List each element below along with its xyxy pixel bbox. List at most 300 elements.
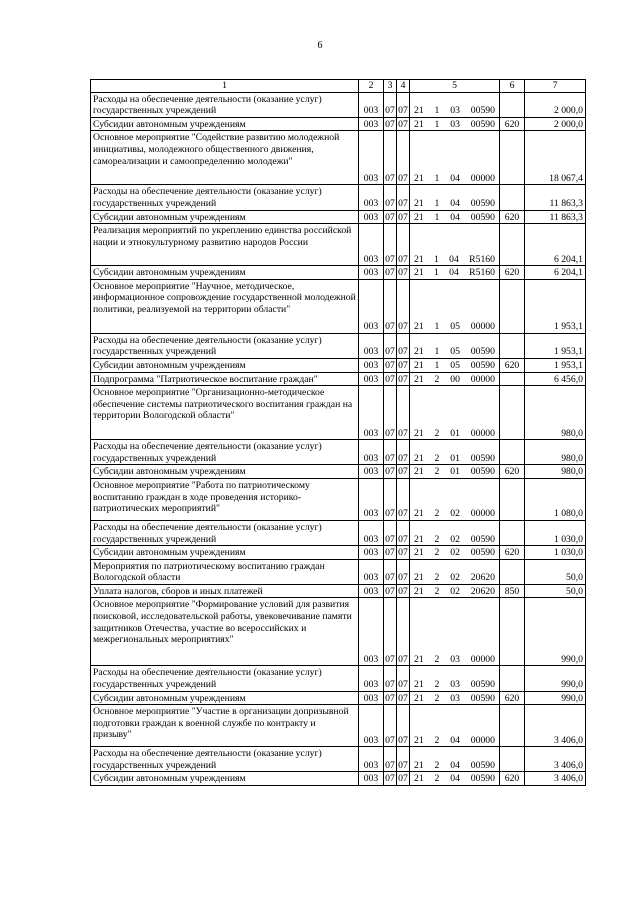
table-row [91,92,586,117]
target-code-part: 00000 [470,373,495,385]
row-subsection-code: 07 [398,373,408,385]
row-expense-type [500,440,525,465]
row-target-code [410,440,500,465]
row-name: Мероприятия по патриотическому воспитанию граждан Вологодской области [91,559,359,584]
row-expense-type: 620 [500,772,525,786]
target-code-part: 02 [450,533,460,545]
row-expense-type: 620 [500,546,525,560]
row-target-code [410,117,500,131]
row-section-code: 07 [384,185,397,210]
row-admin-code: 003 [359,210,384,224]
target-code-part: 04 [450,172,460,184]
row-name: Основное мероприятие "Содействие развитию молодежной инициативы, молодежного общественного движения, самореализации и самоопределению молодежи" [91,131,359,185]
row-target-code [410,772,500,786]
row-expense-type: 620 [500,266,525,280]
row-expense-type [500,705,525,747]
target-code-part: 00590 [470,359,495,371]
row-admin-code: 003 [359,520,384,545]
row-section-code: 07 [385,547,395,559]
row-name: Расходы на обеспечение деятельности (оказание услуг) государственных учреждений [91,520,359,545]
row-target-code [410,92,500,117]
row-expense-type [500,666,525,691]
row-amount: 11 863,3 [525,210,586,224]
row-target-code [410,358,500,372]
row-section-code: 07 [384,598,397,666]
row-name: Субсидии автономным учреждениям [91,772,359,786]
row-expense-type [500,372,525,386]
target-code-part: 21 [414,759,424,771]
row-amount: 1 953,1 [525,358,586,372]
target-code-part: 2 [434,572,440,584]
table-row [91,584,586,598]
row-section-code: 07 [384,705,397,747]
target-code-part: 21 [414,427,424,439]
row-section-code: 07 [385,773,395,785]
table-row [91,465,586,479]
row-amount: 50,0 [525,559,586,584]
row-subsection-code: 07 [397,92,410,117]
row-section-code: 07 [385,267,395,279]
column-header: 3 [384,80,397,93]
target-code-part: 00590 [470,211,495,223]
row-amount: 990,0 [525,691,586,705]
target-code-part: 00590 [470,197,495,209]
row-expense-type [500,747,525,772]
target-code-part: 2 [434,547,440,559]
target-code-part: 02 [450,585,460,597]
row-target-code [410,333,500,358]
row-name: Расходы на обеспечение деятельности (оказание услуг) государственных учреждений [91,747,359,772]
row-expense-type [500,478,525,520]
target-code-part: 21 [414,585,424,597]
row-subsection-code: 07 [397,185,410,210]
target-code-part: 21 [414,572,424,584]
target-code-part: 21 [414,359,424,371]
row-admin-code: 003 [359,584,384,598]
row-target-code [410,210,500,224]
table-row [91,131,586,185]
row-subsection-code: 07 [398,118,408,130]
target-code-part: 00590 [470,773,495,785]
row-target-code [410,584,500,598]
row-section-code: 07 [385,585,395,597]
row-subsection-code: 07 [398,267,408,279]
column-header: 4 [397,80,410,93]
target-code-part: 21 [414,172,424,184]
row-subsection-code: 07 [397,333,410,358]
table-row [91,747,586,772]
row-section-code: 07 [384,478,397,520]
row-subsection-code: 07 [397,386,410,440]
table-row [91,598,586,666]
target-code-part: 21 [414,197,424,209]
target-code-part: 21 [414,211,424,223]
row-target-code [410,520,500,545]
target-code-part: 1 [434,197,440,209]
target-code-part: 20620 [470,572,495,584]
row-name: Уплата налогов, сборов и иных платежей [91,584,359,598]
target-code-part: 00590 [470,679,495,691]
row-admin-code: 003 [359,117,384,131]
row-target-code [410,691,500,705]
target-code-part: 04 [450,211,460,223]
target-code-part: 1 [434,321,440,333]
row-expense-type [500,279,525,333]
target-code-part: 21 [414,734,424,746]
row-name: Субсидии автономным учреждениям [91,266,359,280]
row-name: Расходы на обеспечение деятельности (оказание услуг) государственных учреждений [91,333,359,358]
row-admin-code: 003 [359,333,384,358]
target-code-part: 00000 [470,734,495,746]
row-section-code: 07 [384,92,397,117]
target-code-part: 21 [414,118,424,130]
table-row [91,386,586,440]
table-row [91,705,586,747]
target-code-part: 21 [414,373,424,385]
target-code-part: 04 [450,197,460,209]
target-code-part: 05 [450,359,460,371]
row-admin-code: 003 [359,772,384,786]
row-subsection-code: 07 [398,773,408,785]
table-row [91,266,586,280]
table-row [91,372,586,386]
target-code-part: 2 [434,585,440,597]
page-number: 6 [317,40,323,51]
row-name: Основное мероприятие "Организационно-методическое обеспечение системы патриотического воспитания граждан на территории Вологодской области" [91,386,359,440]
row-admin-code: 003 [359,440,384,465]
target-code-part: 2 [434,653,440,665]
row-admin-code: 003 [359,691,384,705]
target-code-part: 00 [450,373,460,385]
row-section-code: 07 [384,747,397,772]
row-section-code: 07 [385,359,395,371]
row-target-code [410,747,500,772]
row-subsection-code: 07 [398,466,408,478]
row-admin-code: 003 [359,705,384,747]
row-name: Расходы на обеспечение деятельности (оказание услуг) государственных учреждений [91,440,359,465]
row-subsection-code: 07 [397,598,410,666]
target-code-part: 04 [449,267,459,279]
row-amount: 6 456,0 [525,372,586,386]
table-row [91,224,586,266]
row-section-code: 07 [384,440,397,465]
row-expense-type [500,92,525,117]
target-code-part: 2 [434,734,440,746]
target-code-part: 00590 [470,547,495,559]
row-expense-type [500,131,525,185]
row-subsection-code: 07 [397,705,410,747]
row-amount: 3 406,0 [525,705,586,747]
target-code-part: 01 [450,466,460,478]
row-name: Субсидии автономным учреждениям [91,210,359,224]
target-code-part: 21 [414,466,424,478]
row-expense-type [500,185,525,210]
table-row [91,185,586,210]
target-code-part: 04 [450,734,460,746]
target-code-part: 1 [434,211,440,223]
row-name: Субсидии автономным учреждениям [91,117,359,131]
row-expense-type [500,559,525,584]
table-row [91,210,586,224]
row-target-code [410,546,500,560]
target-code-part: 2 [434,692,440,704]
row-admin-code: 003 [359,279,384,333]
target-code-part: 03 [450,105,460,117]
target-code-part: 03 [450,653,460,665]
row-amount: 1 953,1 [525,333,586,358]
table-row [91,440,586,465]
target-code-part: 03 [450,679,460,691]
row-expense-type: 850 [500,584,525,598]
target-code-part: 00000 [470,508,495,520]
target-code-part: 01 [450,427,460,439]
row-expense-type [500,386,525,440]
row-amount: 990,0 [525,598,586,666]
row-subsection-code: 07 [398,547,408,559]
row-subsection-code: 07 [398,692,408,704]
row-name: Субсидии автономным учреждениям [91,465,359,479]
table-row [91,546,586,560]
row-amount: 2 000,0 [525,117,586,131]
row-expense-type: 620 [500,117,525,131]
row-section-code: 07 [385,118,395,130]
target-code-part: 2 [434,427,440,439]
column-header: 7 [525,80,586,93]
row-amount: 1 030,0 [525,520,586,545]
row-admin-code: 003 [359,598,384,666]
row-expense-type: 620 [500,691,525,705]
row-section-code: 07 [385,211,395,223]
table-row [91,358,586,372]
row-amount: 3 406,0 [525,772,586,786]
target-code-part: 1 [434,346,440,358]
row-section-code: 07 [384,333,397,358]
row-name: Основное мероприятие "Работа по патриотическому воспитанию граждан в ходе проведения историко-патриотических мероприятий" [91,478,359,520]
row-amount: 11 863,3 [525,185,586,210]
row-expense-type [500,598,525,666]
target-code-part: 2 [434,452,440,464]
row-expense-type [500,520,525,545]
row-amount: 980,0 [525,465,586,479]
target-code-part: 21 [414,547,424,559]
target-code-part: 02 [450,572,460,584]
row-admin-code: 003 [359,131,384,185]
target-code-part: R5160 [469,267,495,279]
row-name: Основное мероприятие "Формирование условий для развития поисковой, исследовательской работы, увековечивание памяти защитников Отечества, участие во всероссийских и межрегиональных мероприятиях" [91,598,359,666]
row-amount: 990,0 [525,666,586,691]
row-section-code: 07 [384,131,397,185]
target-code-part: 1 [434,118,440,130]
row-target-code [410,224,500,266]
row-amount: 6 204,1 [525,224,586,266]
row-section-code: 07 [385,373,395,385]
row-amount: 1 080,0 [525,478,586,520]
row-name: Субсидии автономным учреждениям [91,691,359,705]
row-name: Субсидии автономным учреждениям [91,546,359,560]
row-subsection-code: 07 [397,747,410,772]
row-section-code: 07 [384,224,397,266]
target-code-part: 21 [414,452,424,464]
row-admin-code: 003 [359,559,384,584]
row-amount: 50,0 [525,584,586,598]
row-expense-type [500,224,525,266]
target-code-part: 2 [434,679,440,691]
target-code-part: 00590 [470,346,495,358]
row-admin-code: 003 [359,358,384,372]
row-subsection-code: 07 [397,131,410,185]
target-code-part: 04 [450,773,460,785]
budget-table [90,79,586,786]
row-subsection-code: 07 [397,520,410,545]
row-subsection-code: 07 [397,666,410,691]
row-target-code [410,372,500,386]
row-admin-code: 003 [359,666,384,691]
column-header: 6 [500,80,525,93]
target-code-part: 21 [414,533,424,545]
row-subsection-code: 07 [397,224,410,266]
target-code-part: 00000 [470,321,495,333]
row-name: Реализация мероприятий по укреплению единства российской нации и этнокультурному развитию народов России [91,224,359,266]
target-code-part: 02 [450,547,460,559]
row-target-code [410,185,500,210]
row-section-code: 07 [384,386,397,440]
row-amount: 18 067,4 [525,131,586,185]
table-row [91,772,586,786]
row-admin-code: 003 [359,224,384,266]
column-header: 1 [91,80,359,93]
row-amount: 1 953,1 [525,279,586,333]
row-admin-code: 003 [359,92,384,117]
row-amount: 980,0 [525,386,586,440]
row-admin-code: 003 [359,185,384,210]
target-code-part: 21 [414,267,424,279]
row-section-code: 07 [384,559,397,584]
row-target-code [410,478,500,520]
row-target-code [410,559,500,584]
row-expense-type: 620 [500,465,525,479]
row-target-code [410,465,500,479]
row-admin-code: 003 [359,266,384,280]
row-name: Расходы на обеспечение деятельности (оказание услуг) государственных учреждений [91,92,359,117]
target-code-part: 03 [450,118,460,130]
row-admin-code: 003 [359,546,384,560]
row-section-code: 07 [384,279,397,333]
row-admin-code: 003 [359,747,384,772]
target-code-part: 01 [450,452,460,464]
table-row [91,666,586,691]
target-code-part: 1 [434,253,439,265]
row-amount: 6 204,1 [525,266,586,280]
row-admin-code: 003 [359,386,384,440]
row-name: Субсидии автономным учреждениям [91,358,359,372]
row-expense-type [500,333,525,358]
row-expense-type: 620 [500,210,525,224]
table-row [91,117,586,131]
target-code-part: 00590 [470,466,495,478]
row-amount: 980,0 [525,440,586,465]
row-subsection-code: 07 [398,211,408,223]
row-name: Основное мероприятие "Научное, методическое, информационное сопровождение государственной молодежной политики, реализуемой на территории области" [91,279,359,333]
target-code-part: 1 [434,105,440,117]
column-header: 5 [410,80,500,93]
target-code-part: 00590 [470,105,495,117]
table-row [91,279,586,333]
target-code-part: 2 [434,759,440,771]
row-amount: 1 030,0 [525,546,586,560]
row-target-code [410,266,500,280]
table-row [91,333,586,358]
target-code-part: 2 [434,373,440,385]
target-code-part: 21 [414,346,424,358]
row-name: Подпрограмма "Патриотическое воспитание граждан" [91,372,359,386]
row-section-code: 07 [384,520,397,545]
row-target-code [410,131,500,185]
target-code-part: 21 [414,321,424,333]
target-code-part: 00590 [470,118,495,130]
table-row [91,559,586,584]
target-code-part: 04 [450,759,460,771]
target-code-part: 05 [450,321,460,333]
column-header: 2 [359,80,384,93]
target-code-part: 21 [414,692,424,704]
target-code-part: 1 [434,359,440,371]
target-code-part: 2 [434,466,440,478]
row-name: Расходы на обеспечение деятельности (оказание услуг) государственных учреждений [91,185,359,210]
table-row [91,691,586,705]
target-code-part: 21 [414,773,424,785]
target-code-part: 00000 [470,427,495,439]
table-row [91,520,586,545]
row-expense-type: 620 [500,358,525,372]
target-code-part: 20620 [470,585,495,597]
target-code-part: 00000 [470,172,495,184]
row-admin-code: 003 [359,372,384,386]
target-code-part: 1 [434,172,440,184]
target-code-part: 00000 [470,653,495,665]
row-target-code [410,705,500,747]
row-target-code [410,386,500,440]
target-code-part: R5160 [469,253,495,265]
target-code-part: 21 [414,653,424,665]
row-subsection-code: 07 [397,478,410,520]
row-subsection-code: 07 [397,440,410,465]
target-code-part: 00590 [470,452,495,464]
row-amount: 3 406,0 [525,747,586,772]
table-header-row [91,80,586,93]
target-code-part: 21 [414,105,424,117]
target-code-part: 21 [414,508,424,520]
target-code-part: 00590 [470,692,495,704]
target-code-part: 02 [450,508,460,520]
target-code-part: 03 [450,692,460,704]
row-subsection-code: 07 [397,559,410,584]
table-row [91,478,586,520]
row-subsection-code: 07 [398,359,408,371]
target-code-part: 00590 [470,759,495,771]
target-code-part: 00590 [470,533,495,545]
row-subsection-code: 07 [397,279,410,333]
target-code-part: 21 [414,253,424,265]
row-admin-code: 003 [359,465,384,479]
target-code-part: 2 [434,773,440,785]
row-name: Основное мероприятие "Участие в организации допризывной подготовки граждан к военной службе по контракту и призыву" [91,705,359,747]
target-code-part: 2 [434,508,440,520]
target-code-part: 21 [414,679,424,691]
row-section-code: 07 [384,666,397,691]
target-code-part: 1 [434,267,439,279]
target-code-part: 05 [450,346,460,358]
row-subsection-code: 07 [398,585,408,597]
